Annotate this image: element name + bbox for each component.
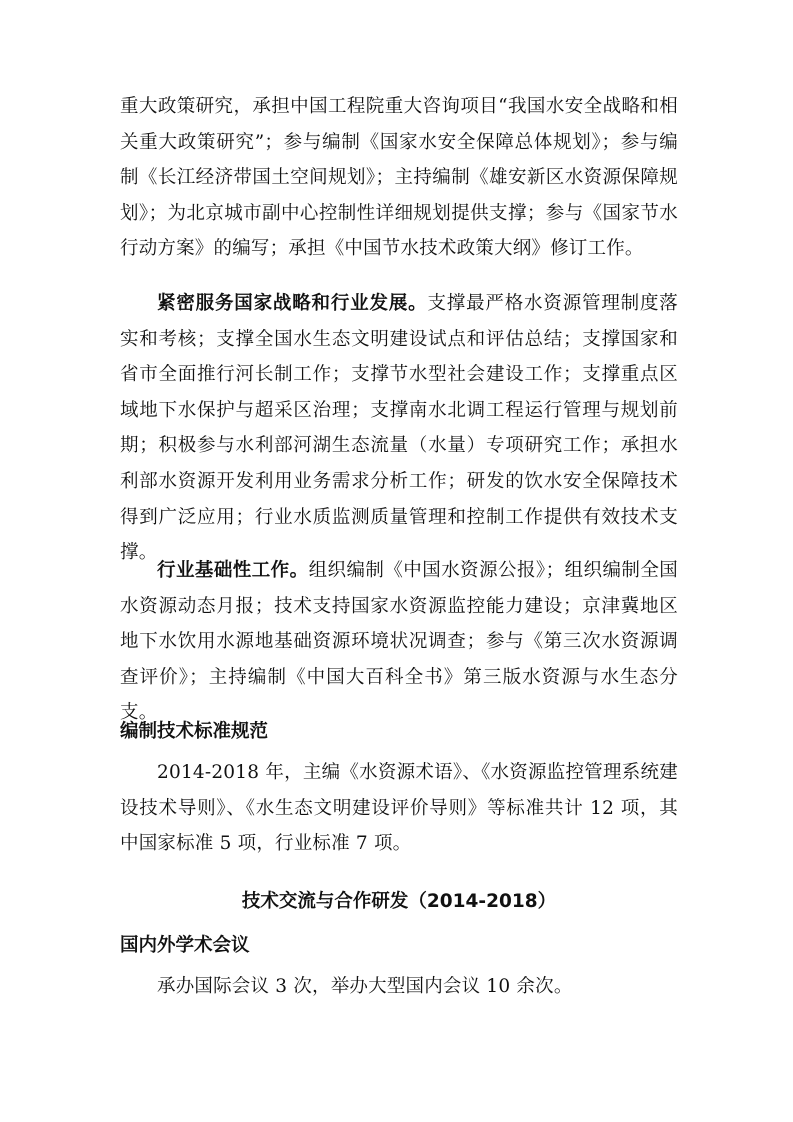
section-title-exchange: 技术交流与合作研发（2014-2018） <box>241 891 557 912</box>
heading-technical-standards: 编制技术标准规范 <box>120 721 269 742</box>
heading-academic-conferences: 国内外学术会议 <box>120 935 250 956</box>
paragraph-text: 重大政策研究，承担中国工程院重大咨询项目“我国水安全战略和相关重大政策研究”；参与编制《国家水安全保障总体规划》；参与编制《长江经济带国土空间规划》；主持编制《雄安新区水资源保障规划》；为北京城市副中心控制性详细规划提供支撑；参与《国家节水行动方案》的编写；承担《中国节水技术政策大纲》修订工作。 <box>120 96 678 260</box>
paragraph-lead: 行业基础性工作。 <box>157 560 309 581</box>
paragraph-basic-work <box>120 553 678 731</box>
paragraph-lead: 紧密服务国家战略和行业发展。 <box>157 293 428 314</box>
paragraph-text: 承办国际会议 3 次，举办大型国内会议 10 余次。 <box>157 976 573 997</box>
paragraph-policy-research <box>120 89 678 267</box>
paragraph-text: 支撑最严格水资源管理制度落实和考核；支撑全国水生态文明建设试点和评估总结；支撑国家和省市全面推行河长制工作；支撑节水型社会建设工作；支撑重点区域地下水保护与超采区治理；支撑南水北调工程运行管理与规划前期；积极参与水利部河湖生态流量（水量）专项研究工作；承担水利部水资源开发利用业务需求分析工作；研发的饮水安全保障技术得到广泛应用；行业水质监测质量管理和控制工作提供有效技术支撑。 <box>120 293 678 564</box>
paragraph-conferences <box>120 969 678 1005</box>
paragraph-standards <box>120 755 678 862</box>
paragraph-text: 2014-2018 年，主编《水资源术语》、《水资源监控管理系统建设技术导则》、《水生态文明建设评价导则》等标准共计 12 项，其中国家标准 5 项，行业标准 7 项。 <box>120 762 678 855</box>
paragraph-text: 组织编制《中国水资源公报》；组织编制全国水资源动态月报；技术支持国家水资源监控能力建设；京津冀地区地下水饮用水源地基础资源环境状况调查；参与《第三次水资源调查评价》；主持编制《中国大百科全书》第三版水资源与水生态分支。 <box>120 560 678 724</box>
paragraph-national-strategy <box>120 286 678 571</box>
